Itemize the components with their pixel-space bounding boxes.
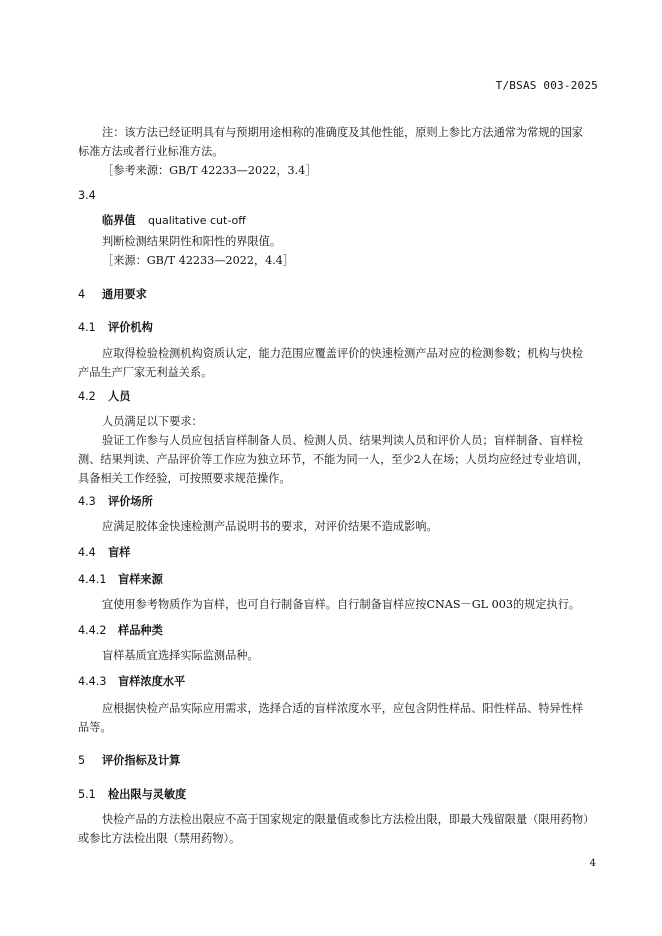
section-4-2-line-1: 人员满足以下要求：: [102, 415, 203, 428]
section-4-3-line-1: 应满足胶体金快速检测产品说明书的要求，对评价结果不造成影响。: [102, 520, 438, 533]
section-4-3-number: 4.3: [78, 495, 96, 508]
section-5-number: 5: [78, 754, 86, 767]
section-5-1-line-1: 快检产品的方法检出限应不高于国家规定的限量值或参比方法检出限，即最大残留限量（限用药物）: [102, 813, 595, 826]
term-en: qualitative cut-off: [148, 214, 246, 227]
section-4-2-line-4: 具备相关工作经验，可按照要求规范操作。: [78, 472, 291, 485]
section-4-4-1-number: 4.4.1: [78, 573, 107, 586]
page-number: 4: [589, 858, 596, 869]
section-4-2-line-2: 验证工作参与人员应包括盲样制备人员、检测人员、结果判读人员和评价人员；盲样制备、盲样检: [102, 434, 584, 447]
section-4-4-title: 盲样: [108, 546, 131, 559]
section-4-2-number: 4.2: [78, 390, 96, 403]
term-definition: 判断检测结果阴性和阳性的界限值。: [102, 235, 282, 248]
section-4-4-2-number: 4.4.2: [78, 624, 107, 637]
section-4-1-line-2: 产品生产厂家无利益关系。: [78, 366, 213, 379]
section-4-1-title: 评价机构: [108, 321, 153, 334]
section-4-4-2-title: 样品种类: [118, 624, 163, 637]
section-4-title: 通用要求: [102, 288, 147, 301]
section-3-4-number: 3.4: [78, 189, 96, 202]
section-4-4-number: 4.4: [78, 546, 96, 559]
section-4-1-line-1: 应取得检验检测机构资质认定，能力范围应覆盖评价的快速检测产品对应的检测参数；机构与快检: [102, 347, 584, 360]
note-line-2: 标准方法或者行业标准方法。: [78, 145, 224, 158]
section-4-4-2-line-1: 盲样基质宜选择实际监测品种。: [102, 649, 259, 662]
section-4-4-3-line-1: 应根据快检产品实际应用需求，选择合适的盲样浓度水平，应包含阴性样品、阳性样品、特异性样: [102, 702, 584, 715]
document-id-header: T/BSAS 003-2025: [495, 79, 598, 92]
section-4-4-1-title: 盲样来源: [118, 573, 163, 586]
note-line-1: 注：该方法已经证明具有与预期用途相称的准确度及其他性能，原则上参比方法通常为常规的国家: [102, 126, 584, 139]
section-4-4-3-title: 盲样浓度水平: [118, 675, 186, 688]
section-4-2-title: 人员: [108, 390, 131, 403]
term-cn: 临界值: [102, 214, 136, 227]
section-5-1-number: 5.1: [78, 788, 96, 801]
section-5-1-title: 检出限与灵敏度: [108, 788, 187, 801]
section-5-1-line-2: 或参比方法检出限（禁用药物）。: [78, 832, 241, 845]
section-5-title: 评价指标及计算: [102, 754, 181, 767]
section-4-4-1-line-1: 宜使用参考物质作为盲样，也可自行制备盲样。自行制备盲样应按CNAS－GL 003的规定执行。: [102, 598, 581, 611]
note-source: ［参考来源：GB/T 42233—2022，3.4］: [102, 164, 317, 177]
section-4-4-3-number: 4.4.3: [78, 675, 107, 688]
section-4-number: 4: [78, 288, 86, 301]
section-4-1-number: 4.1: [78, 321, 96, 334]
term-source: ［来源：GB/T 42233—2022，4.4］: [102, 254, 295, 267]
section-4-4-3-line-2: 品等。: [78, 721, 112, 734]
section-4-2-line-3: 测、结果判读、产品评价等工作应为独立环节，不能为同一人，至少2人在场；人员均应经过专业培训，: [78, 453, 589, 466]
section-4-3-title: 评价场所: [108, 495, 153, 508]
